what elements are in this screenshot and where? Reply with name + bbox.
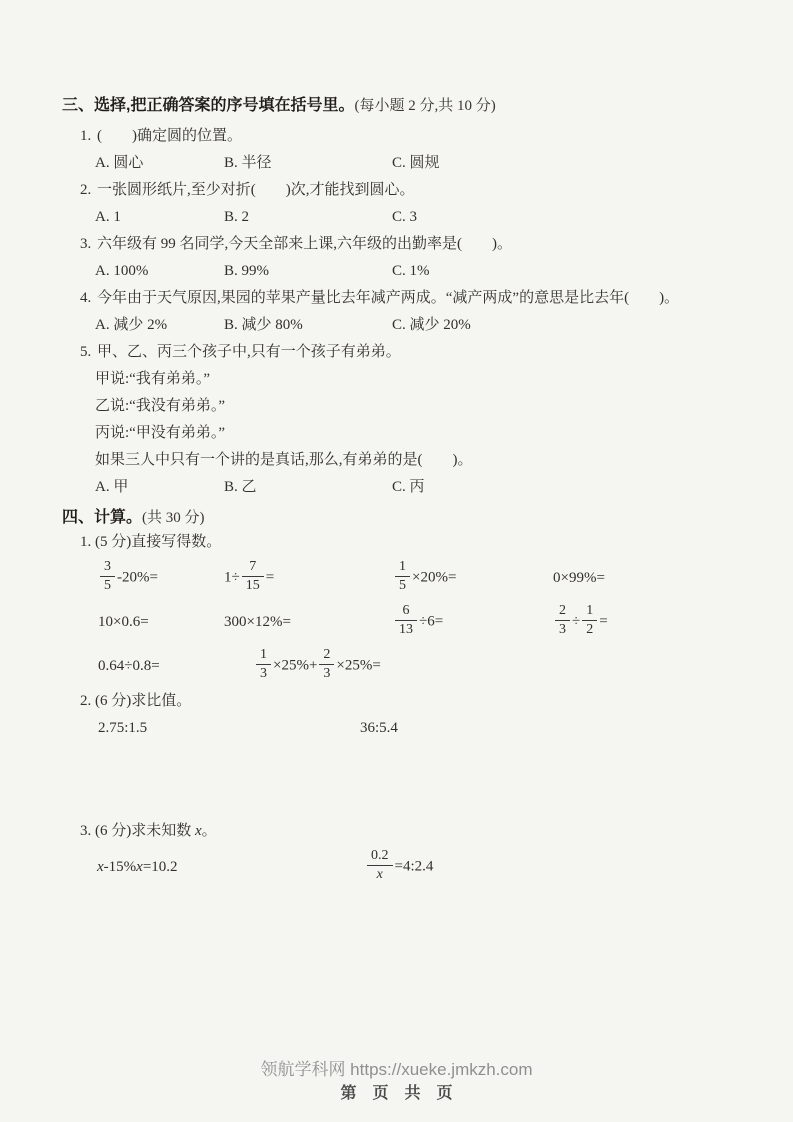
math-expression	[98, 561, 224, 595]
section-choice-heading: 三、选择,把正确答案的序号填在括号里。	[62, 97, 355, 114]
variable: x	[195, 823, 202, 839]
question-text: 六年级有 99 名同学,今天全部来上课,六年级的出勤率是( )。	[97, 236, 512, 252]
question-text: 丙说:“甲没有弟弟。”	[95, 425, 225, 441]
fraction-denominator: 3	[559, 621, 566, 637]
math-expression	[98, 614, 224, 631]
fraction-numerator: 7	[242, 559, 264, 576]
question-number: 1.	[80, 128, 95, 144]
math-text: ÷	[572, 613, 581, 630]
math-text: ×25%=	[336, 657, 381, 674]
fraction-numerator: 0.2	[367, 848, 393, 865]
question-number: 2.	[80, 182, 95, 198]
choice-option: B. 半径	[224, 155, 272, 171]
calc-ratio-label: 2. (6 分)求比值。	[80, 693, 192, 709]
math-expression	[224, 561, 393, 595]
fraction	[395, 603, 417, 637]
section-choice-title	[62, 95, 763, 117]
question-line	[80, 231, 763, 258]
question-text: 甲说:“我有弟弟。”	[95, 371, 210, 387]
fraction	[555, 603, 570, 637]
math-text: 0.64÷0.8=	[98, 657, 160, 674]
math-text: ×25%+	[273, 657, 318, 674]
math-text: =10.2	[142, 858, 178, 875]
fraction-denominator: x	[376, 866, 383, 882]
page-footer	[0, 1058, 793, 1106]
fraction-denominator: 13	[399, 621, 413, 637]
choice-option: B. 减少 80%	[224, 317, 303, 333]
choice-option: C. 1%	[392, 263, 430, 279]
equation-expression	[97, 859, 365, 876]
question-text: 一张圆形纸片,至少对折( )次,才能找到圆心。	[97, 182, 415, 198]
fraction-denominator: 3	[260, 665, 267, 681]
choice-option: B. 99%	[224, 263, 269, 279]
math-expression	[553, 605, 763, 639]
math-expression	[98, 658, 224, 675]
choice-question	[80, 123, 763, 177]
fraction	[395, 559, 410, 593]
fraction-denominator: 3	[323, 665, 331, 681]
fraction-denominator: 5	[104, 577, 111, 593]
choice-option: A. 甲	[95, 479, 129, 495]
option-row	[95, 150, 763, 177]
choice-option: B. 乙	[224, 479, 257, 495]
calc-ratio-row	[98, 715, 763, 742]
math-expression	[553, 570, 763, 587]
math-text: ×20%=	[412, 569, 457, 586]
math-expression	[393, 605, 553, 639]
math-text: 0×99%=	[553, 569, 605, 586]
math-text: 300×12%=	[224, 613, 291, 630]
math-text: ÷6=	[419, 613, 444, 630]
question-number: 3.	[80, 236, 95, 252]
math-text: 36:5.4	[360, 720, 398, 736]
calc-direct-label: 1. (5 分)直接写得数。	[80, 534, 222, 550]
choice-option: B. 2	[224, 209, 250, 225]
fraction-numerator: 2	[555, 603, 570, 620]
fraction-numerator: 6	[395, 603, 417, 620]
question-text: 如果三人中只有一个讲的是真话,那么,有弟弟的是( )。	[95, 452, 473, 468]
math-text: -15%	[103, 858, 137, 875]
math-text: 3. (6 分)求未知数	[80, 823, 195, 839]
choice-question	[80, 231, 763, 285]
math-text: 1÷	[224, 569, 240, 586]
choice-option: C. 丙	[392, 479, 425, 495]
choice-question	[80, 285, 763, 339]
question-text: 乙说:“我没有弟弟。”	[95, 398, 225, 414]
question-number: 4.	[80, 290, 95, 306]
ratio-expression	[360, 715, 763, 742]
question-text: ( )确定圆的位置。	[97, 128, 242, 144]
fraction-numerator: 2	[319, 647, 334, 664]
calc-row	[98, 600, 763, 644]
section-choice-note: (每小题 2 分,共 10 分)	[354, 98, 496, 114]
choice-option: A. 1	[95, 209, 121, 225]
section-calc-note: (共 30 分)	[142, 510, 205, 526]
choice-question	[80, 339, 763, 501]
ratio-expression	[98, 715, 360, 742]
fraction	[367, 848, 393, 882]
math-text: 2.75:1.5	[98, 720, 148, 736]
choice-option: C. 3	[392, 209, 418, 225]
fraction-numerator: 1	[395, 559, 410, 576]
fraction-numerator: 1	[582, 603, 597, 620]
question-line	[80, 177, 763, 204]
calc-row	[98, 556, 763, 600]
fraction-denominator: 5	[399, 577, 406, 593]
calc-unknown-row	[97, 845, 763, 889]
section-calc-title	[62, 507, 763, 529]
section-calc-heading: 四、计算。	[62, 509, 143, 526]
choice-option: C. 圆规	[392, 155, 440, 171]
question-line	[95, 393, 763, 420]
footer-page-number: 第 页 共 页	[340, 1085, 453, 1102]
question-line	[80, 123, 763, 150]
fraction	[256, 647, 271, 681]
question-text: 今年由于天气原因,果园的苹果产量比去年减产两成。“减产两成”的意思是比去年( )。	[97, 290, 680, 306]
question-line	[80, 339, 763, 366]
math-text: =4:2.4	[394, 858, 434, 875]
math-text: =	[599, 613, 608, 630]
math-text: 10×0.6=	[98, 613, 149, 630]
choice-question-list	[62, 123, 763, 501]
option-row	[95, 474, 763, 501]
variable: x	[97, 858, 104, 875]
fraction-numerator: 3	[100, 559, 115, 576]
option-row	[95, 312, 763, 339]
question-line	[95, 447, 763, 474]
math-text: 。	[201, 823, 217, 839]
choice-option: A. 减少 2%	[95, 317, 168, 333]
calc-direct-rows	[62, 556, 763, 688]
question-line	[95, 366, 763, 393]
math-expression	[254, 649, 763, 683]
variable: x	[136, 858, 143, 875]
fraction-numerator: 1	[256, 647, 271, 664]
calc-row	[98, 644, 763, 688]
choice-option: A. 100%	[95, 263, 149, 279]
question-number: 5.	[80, 344, 95, 360]
calc-unknown-label	[80, 818, 763, 845]
math-text: =	[265, 569, 275, 586]
fraction	[319, 647, 334, 681]
question-line	[80, 285, 763, 312]
equation-expression	[365, 850, 763, 884]
fraction-denominator: 2	[586, 621, 594, 637]
math-expression	[224, 614, 393, 631]
fraction	[100, 559, 115, 593]
question-line	[95, 420, 763, 447]
choice-question	[80, 177, 763, 231]
fraction	[242, 559, 264, 593]
math-text: -20%=	[117, 569, 158, 586]
option-row	[95, 204, 763, 231]
fraction-denominator: 15	[245, 577, 260, 593]
question-text: 甲、乙、丙三个孩子中,只有一个孩子有弟弟。	[97, 344, 401, 360]
footer-watermark: 领航学科网 https://xueke.jmkzh.com	[260, 1060, 533, 1079]
choice-option: C. 减少 20%	[392, 317, 471, 333]
math-expression	[393, 561, 553, 595]
option-row	[95, 258, 763, 285]
choice-option: A. 圆心	[95, 155, 144, 171]
fraction	[582, 603, 597, 637]
